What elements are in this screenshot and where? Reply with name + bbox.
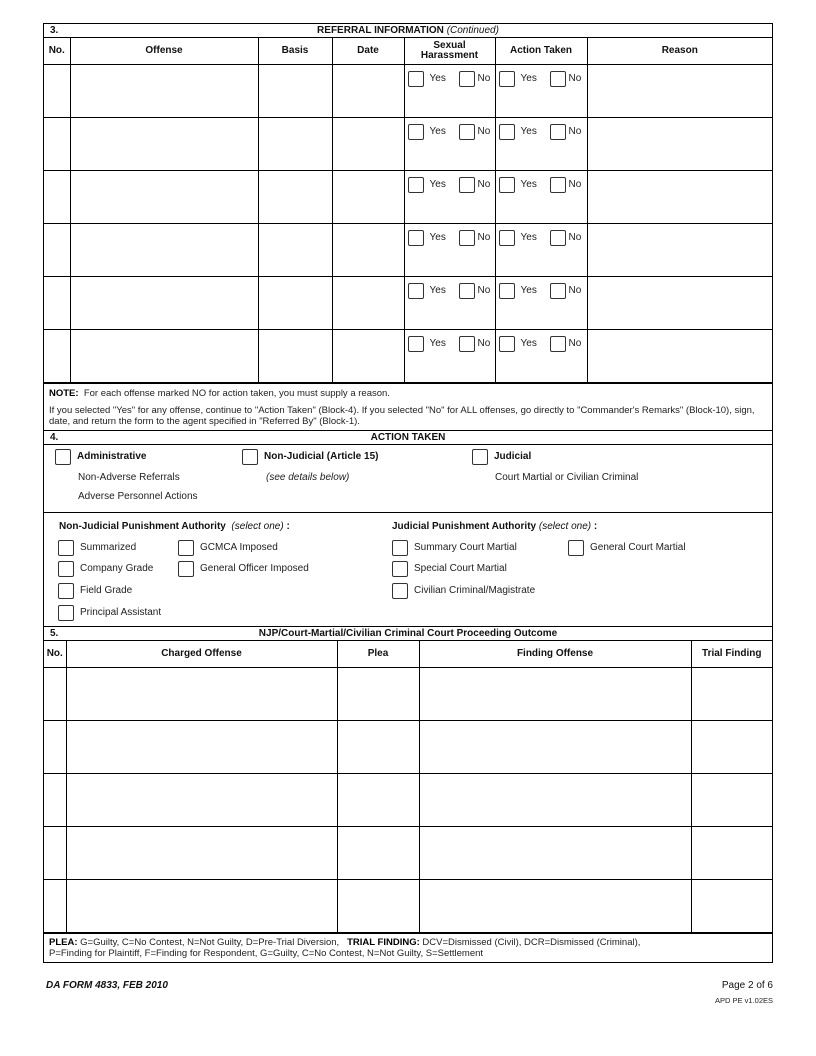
referral-basis-cell[interactable] (258, 170, 332, 223)
njp-field-grade[interactable]: Field Grade (58, 583, 132, 599)
outcome-plea-cell[interactable] (337, 668, 419, 721)
judicial-general-cm-checkbox[interactable] (568, 540, 584, 556)
referral-offense-cell[interactable] (70, 117, 258, 170)
referral-action-taken-cell (495, 117, 587, 170)
col-header-trial-finding: Trial Finding (691, 641, 772, 668)
outcome-charged-cell[interactable] (66, 668, 337, 721)
outcome-finding-cell[interactable] (419, 721, 691, 774)
outcome-trial-cell[interactable] (691, 774, 772, 827)
col-header-no: No. (44, 38, 70, 64)
administrative-label: Administrative (77, 451, 147, 462)
referral-reason-cell[interactable] (587, 329, 772, 382)
outcome-row (44, 668, 772, 721)
sexual-harassment-no-checkbox[interactable] (459, 283, 475, 299)
section5-number: 5. (50, 627, 59, 639)
outcome-no-cell[interactable] (44, 827, 66, 880)
referral-sexual-harassment-cell (404, 117, 495, 170)
njp-summarized-checkbox[interactable] (58, 540, 74, 556)
no-label: No (568, 126, 582, 137)
referral-sexual-harassment-cell (404, 223, 495, 276)
referral-no-cell[interactable] (44, 64, 70, 117)
referral-basis-cell[interactable] (258, 64, 332, 117)
outcome-charged-cell[interactable] (66, 880, 337, 933)
judicial-authority-title: Judicial Punishment Authority (select one) : (392, 520, 598, 532)
referral-sexual-harassment-cell (404, 276, 495, 329)
no-label: No (568, 232, 582, 243)
col-header-basis: Basis (258, 38, 332, 64)
section3-number: 3. (50, 25, 59, 36)
referral-action-taken-cell (495, 276, 587, 329)
judicial-civilian-checkbox[interactable] (392, 583, 408, 599)
action-taken-yes-checkbox[interactable] (499, 283, 515, 299)
no-label: No (568, 285, 582, 296)
plea-label: PLEA: (49, 937, 78, 948)
referral-reason-cell[interactable] (587, 117, 772, 170)
outcome-row (44, 827, 772, 880)
referral-row (44, 117, 772, 170)
referral-offense-cell[interactable] (70, 64, 258, 117)
outcome-charged-cell[interactable] (66, 827, 337, 880)
action-taken-yes-checkbox[interactable] (499, 71, 515, 87)
nonjudicial-label: Non-Judicial (Article 15) (264, 451, 379, 462)
referral-basis-cell[interactable] (258, 117, 332, 170)
form-id: DA FORM 4833, FEB 2010 (46, 980, 168, 991)
section3-note (44, 383, 772, 431)
referral-row (44, 329, 772, 382)
action-taken-no-checkbox[interactable] (550, 71, 566, 87)
referral-no-cell[interactable] (44, 117, 70, 170)
outcome-no-cell[interactable] (44, 721, 66, 774)
referral-offense-cell[interactable] (70, 223, 258, 276)
outcome-trial-cell[interactable] (691, 668, 772, 721)
sexual-harassment-yes-checkbox[interactable] (408, 336, 424, 352)
no-label: No (568, 179, 582, 190)
outcome-charged-cell[interactable] (66, 721, 337, 774)
yes-label: Yes (520, 232, 537, 243)
outcome-trial-cell[interactable] (691, 880, 772, 933)
yes-label: Yes (520, 285, 537, 296)
trial-finding-label: TRIAL FINDING: (347, 937, 420, 948)
no-label: No (477, 232, 491, 243)
section4-title: ACTION TAKEN (370, 431, 446, 443)
referral-date-cell[interactable] (332, 223, 404, 276)
no-label: No (477, 73, 491, 84)
referral-basis-cell[interactable] (258, 223, 332, 276)
section4-number: 4. (50, 431, 59, 443)
outcome-row (44, 880, 772, 933)
outcome-row (44, 721, 772, 774)
njp-summarized[interactable]: Summarized (58, 540, 136, 556)
referral-table (44, 38, 772, 383)
referral-header-row (44, 38, 772, 64)
col-header-reason: Reason (587, 38, 772, 64)
outcome-trial-cell[interactable] (691, 721, 772, 774)
referral-row (44, 170, 772, 223)
no-label: No (568, 73, 582, 84)
judicial-special-cm[interactable]: Special Court Martial (392, 561, 507, 577)
njp-gcmca[interactable]: GCMCA Imposed (178, 540, 278, 556)
admin-sub-adverse: Adverse Personnel Actions (78, 490, 198, 502)
referral-reason-cell[interactable] (587, 223, 772, 276)
referral-date-cell[interactable] (332, 64, 404, 117)
administrative-checkbox[interactable] (55, 449, 71, 465)
col-header-sexual-harassment: Sexual Harassment (404, 38, 495, 64)
yes-label: Yes (429, 73, 446, 84)
njp-company-grade[interactable]: Company Grade (58, 561, 153, 577)
referral-action-taken-cell (495, 64, 587, 117)
outcome-charged-cell[interactable] (66, 774, 337, 827)
da-form-4833-page (43, 23, 773, 963)
no-label: No (477, 285, 491, 296)
page-number: Page 2 of 6 (721, 980, 773, 991)
outcome-finding-cell[interactable] (419, 774, 691, 827)
referral-action-taken-cell (495, 329, 587, 382)
referral-row (44, 64, 772, 117)
trial-finding-text: DCV=Dismissed (Civil), DCR=Dismissed (Criminal), (422, 937, 641, 948)
outcome-no-cell[interactable] (44, 668, 66, 721)
sexual-harassment-no-checkbox[interactable] (459, 230, 475, 246)
judicial-label: Judicial (494, 451, 532, 462)
action-taken-yes-checkbox[interactable] (499, 230, 515, 246)
outcome-no-cell[interactable] (44, 774, 66, 827)
outcome-finding-cell[interactable] (419, 827, 691, 880)
sexual-harassment-yes-checkbox[interactable] (408, 177, 424, 193)
section3-title-suffix: (Continued) (446, 25, 499, 36)
action-taken-no-checkbox[interactable] (550, 230, 566, 246)
yes-label: Yes (429, 126, 446, 137)
col-header-offense: Offense (70, 38, 258, 64)
sexual-harassment-yes-checkbox[interactable] (408, 71, 424, 87)
sexual-harassment-no-checkbox[interactable] (459, 336, 475, 352)
referral-action-taken-cell (495, 223, 587, 276)
version-label: APD PE v1.02ES (715, 996, 773, 1005)
referral-no-cell[interactable] (44, 170, 70, 223)
yes-label: Yes (520, 179, 537, 190)
referral-date-cell[interactable] (332, 329, 404, 382)
outcome-plea-cell[interactable] (337, 827, 419, 880)
outcome-trial-cell[interactable] (691, 827, 772, 880)
note-text: For each offense marked NO for action taken, you must supply a reason. (83, 387, 390, 399)
referral-date-cell[interactable] (332, 170, 404, 223)
nonjudicial-checkbox[interactable] (242, 449, 258, 465)
no-label: No (477, 126, 491, 137)
punishment-authority-block (44, 513, 772, 627)
yes-label: Yes (429, 232, 446, 243)
action-taken-no-checkbox[interactable] (550, 336, 566, 352)
section3-title: REFERRAL INFORMATION (Continued) (317, 25, 499, 36)
outcome-finding-cell[interactable] (419, 880, 691, 933)
col-header-finding-offense: Finding Offense (419, 641, 691, 668)
referral-offense-cell[interactable] (70, 276, 258, 329)
yes-label: Yes (520, 73, 537, 84)
admin-sub-non-adverse: Non-Adverse Referrals (78, 471, 180, 483)
referral-row (44, 223, 772, 276)
yes-label: Yes (429, 179, 446, 190)
yes-label: Yes (429, 285, 446, 296)
njp-principal-assistant[interactable]: Principal Assistant (58, 605, 161, 621)
no-label: No (477, 338, 491, 349)
sexual-harassment-yes-checkbox[interactable] (408, 124, 424, 140)
section3-header (44, 24, 772, 38)
col-header-action-taken: Action Taken (495, 38, 587, 64)
nonjudicial-option[interactable] (242, 449, 378, 465)
referral-date-cell[interactable] (332, 276, 404, 329)
action-taken-yes-checkbox[interactable] (499, 124, 515, 140)
referral-offense-cell[interactable] (70, 170, 258, 223)
section3-instruction: If you selected "Yes" for any offense, continue to "Action Taken" (Block-4). If you selected "No" for ALL offenses, go directly to "Commander's Remarks" (Block-10), sign, date, and return the form to the agent specified in "Referred By" (Block-1). (49, 404, 755, 427)
outcome-plea-cell[interactable] (337, 721, 419, 774)
judicial-civilian[interactable]: Civilian Criminal/Magistrate (392, 583, 535, 599)
outcome-plea-cell[interactable] (337, 774, 419, 827)
action-taken-yes-checkbox[interactable] (499, 177, 515, 193)
referral-no-cell[interactable] (44, 276, 70, 329)
referral-sexual-harassment-cell (404, 170, 495, 223)
referral-no-cell[interactable] (44, 223, 70, 276)
njp-authority-title: Non-Judicial Punishment Authority (select one) : (59, 520, 290, 532)
administrative-option[interactable] (55, 449, 146, 465)
outcome-finding-cell[interactable] (419, 668, 691, 721)
plea-trial-legend (44, 933, 772, 962)
yes-label: Yes (520, 126, 537, 137)
njp-general-officer-checkbox[interactable] (178, 561, 194, 577)
sexual-harassment-yes-checkbox[interactable] (408, 283, 424, 299)
referral-basis-cell[interactable] (258, 329, 332, 382)
action-taken-no-checkbox[interactable] (550, 124, 566, 140)
yes-label: Yes (520, 338, 537, 349)
referral-basis-cell[interactable] (258, 276, 332, 329)
outcome-header-row (44, 641, 772, 668)
judicial-summary-cm[interactable]: Summary Court Martial (392, 540, 517, 556)
legend-line2: P=Finding for Plaintiff, F=Finding for Respondent, G=Guilty, C=No Contest, N=Not Guilty, S=Settlement (49, 948, 484, 959)
outcome-table (44, 641, 772, 934)
outcome-row (44, 774, 772, 827)
referral-date-cell[interactable] (332, 117, 404, 170)
col-header-date: Date (332, 38, 404, 64)
col-header-plea: Plea (337, 641, 419, 668)
section5-title: NJP/Court-Martial/Civilian Criminal Court Proceeding Outcome (258, 627, 558, 639)
judicial-special-cm-checkbox[interactable] (392, 561, 408, 577)
col-header-charged-offense: Charged Offense (66, 641, 337, 668)
referral-no-cell[interactable] (44, 329, 70, 382)
sexual-harassment-no-checkbox[interactable] (459, 124, 475, 140)
referral-action-taken-cell (495, 170, 587, 223)
referral-reason-cell[interactable] (587, 64, 772, 117)
yes-label: Yes (429, 338, 446, 349)
outcome-no-cell[interactable] (44, 880, 66, 933)
njp-gcmca-checkbox[interactable] (178, 540, 194, 556)
referral-row (44, 276, 772, 329)
referral-offense-cell[interactable] (70, 329, 258, 382)
nonjudicial-sub: (see details below) (266, 471, 350, 483)
judicial-checkbox[interactable] (472, 449, 488, 465)
referral-reason-cell[interactable] (587, 276, 772, 329)
njp-field-grade-checkbox[interactable] (58, 583, 74, 599)
judicial-general-cm[interactable]: General Court Martial (568, 540, 686, 556)
referral-reason-cell[interactable] (587, 170, 772, 223)
judicial-sub: Court Martial or Civilian Criminal (495, 471, 639, 483)
action-taken-no-checkbox[interactable] (550, 283, 566, 299)
sexual-harassment-no-checkbox[interactable] (459, 177, 475, 193)
section4-header (44, 431, 772, 445)
sexual-harassment-no-checkbox[interactable] (459, 71, 475, 87)
sexual-harassment-yes-checkbox[interactable] (408, 230, 424, 246)
njp-principal-assistant-checkbox[interactable] (58, 605, 74, 621)
no-label: No (568, 338, 582, 349)
referral-sexual-harassment-cell (404, 64, 495, 117)
njp-general-officer[interactable]: General Officer Imposed (178, 561, 309, 577)
action-taken-block (44, 445, 772, 513)
action-taken-no-checkbox[interactable] (550, 177, 566, 193)
action-taken-yes-checkbox[interactable] (499, 336, 515, 352)
referral-sexual-harassment-cell (404, 329, 495, 382)
note-label: NOTE: (49, 387, 79, 399)
section5-header (44, 627, 772, 641)
judicial-summary-cm-checkbox[interactable] (392, 540, 408, 556)
njp-company-grade-checkbox[interactable] (58, 561, 74, 577)
plea-text: G=Guilty, C=No Contest, N=Not Guilty, D=Pre-Trial Diversion, (80, 937, 340, 948)
outcome-plea-cell[interactable] (337, 880, 419, 933)
judicial-option[interactable] (472, 449, 531, 465)
col-header-outcome-no: No. (44, 641, 66, 668)
no-label: No (477, 179, 491, 190)
